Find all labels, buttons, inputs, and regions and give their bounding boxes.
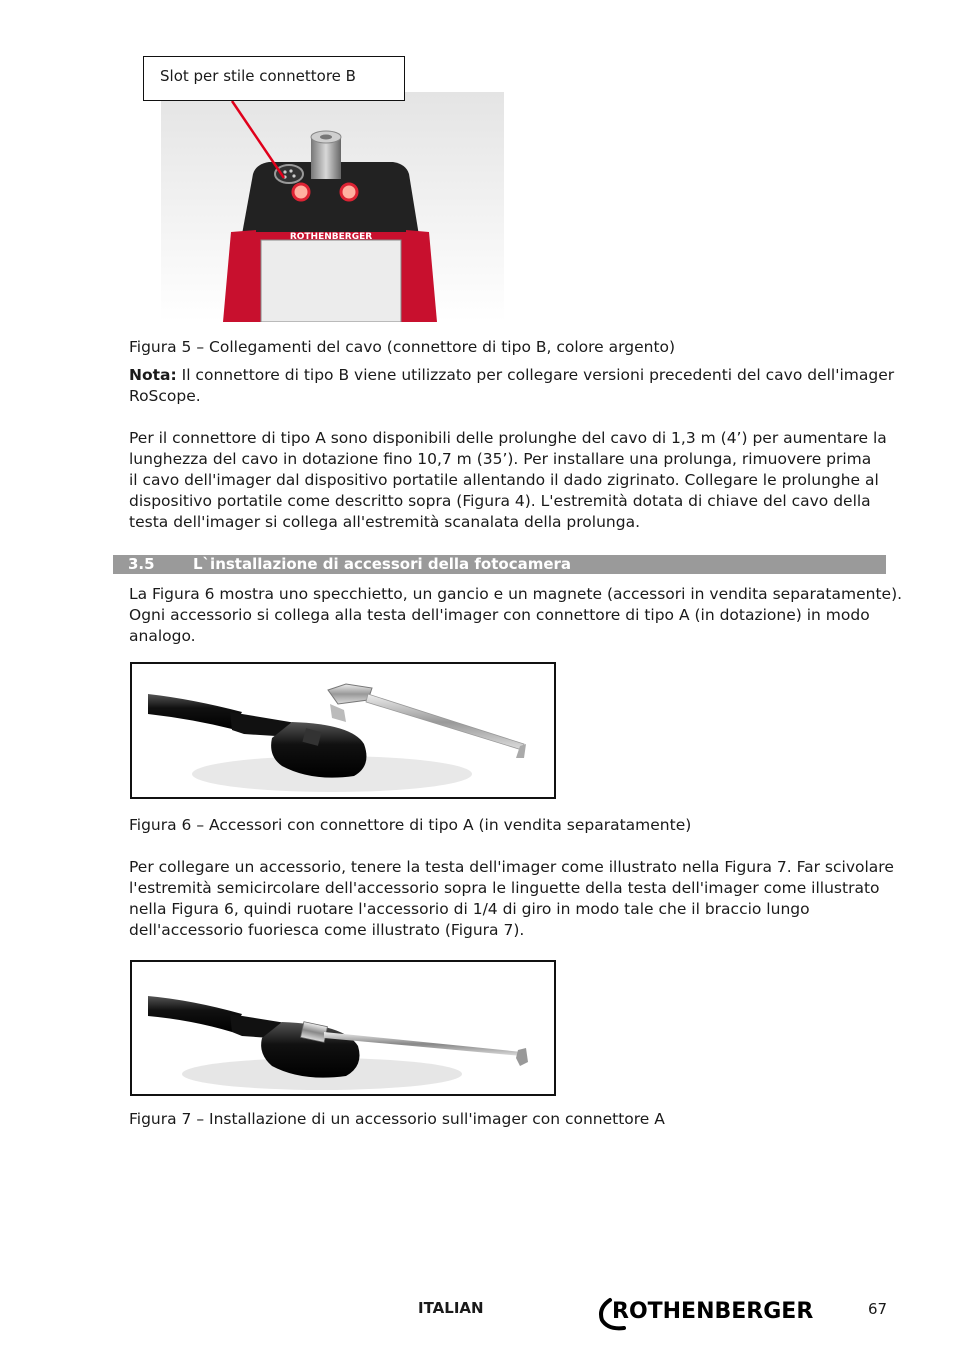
section-heading-3-5 (113, 555, 886, 574)
paragraph-attach-accessory (129, 857, 909, 941)
paragraph-line: l'estremità semicircolare dell'accessorio sopra le linguette della testa dell'imager come illustrato (129, 879, 880, 897)
paragraph-line: analogo. (129, 627, 196, 645)
callout-pointer-line (220, 100, 290, 182)
paragraph-cable-extensions (129, 428, 909, 533)
figure6-frame (130, 662, 556, 799)
device-illustration (161, 92, 504, 322)
figure7-frame (130, 960, 556, 1096)
note-line-2: RoScope. (129, 387, 201, 405)
paragraph-line: dell'accessorio fuoriesca come illustrato (Figura 7). (129, 921, 525, 939)
figure5-photo (161, 92, 504, 322)
figure6-caption: Figura 6 – Accessori con connettore di tipo A (in vendita separatamente) (129, 816, 692, 834)
callout-connector-b: Slot per stile connettore B (143, 56, 405, 101)
footer-brand-logo (596, 1294, 836, 1332)
note-label: Nota: (129, 366, 177, 384)
paragraph-line: La Figura 6 mostra uno specchietto, un gancio e un magnete (accessori in vendita separatamente). (129, 585, 903, 603)
footer-language: ITALIAN (418, 1299, 484, 1317)
page-number: 67 (868, 1300, 888, 1318)
rothenberger-logo-icon (596, 1294, 836, 1332)
paragraph-line: testa dell'imager si collega all'estremità scanalata della prolunga. (129, 513, 640, 531)
figure5-caption: Figura 5 – Collegamenti del cavo (connettore di tipo B, colore argento) (129, 338, 676, 356)
note-line-1: Nota: Il connettore di tipo B viene utilizzato per collegare versioni precedenti del cavo dell'imager (129, 366, 895, 384)
paragraph-line: il cavo dell'imager dal dispositivo portatile allentando il dado zigrinato. Collegare le prolunghe al (129, 471, 879, 489)
device-brand-label: ROTHENBERGER (289, 232, 373, 242)
figure7-illustration (132, 962, 554, 1094)
paragraph-line: Ogni accessorio si collega alla testa dell'imager con connettore di tipo A (in dotazione) in modo (129, 606, 870, 624)
footer-brand-text: ROTHENBERGER (612, 1299, 814, 1324)
figure6-illustration (132, 664, 554, 797)
figure7-caption: Figura 7 – Installazione di un accessorio sull'imager con connettore A (129, 1110, 665, 1128)
section-title: L`installazione di accessori della fotocamera (193, 555, 572, 573)
paragraph-line: lunghezza del cavo in dotazione fino 10,7 m (35’). Per installare una prolunga, rimuovere prima (129, 450, 872, 468)
paragraph-line: Per il connettore di tipo A sono disponibili delle prolunghe del cavo di 1,3 m (4’) per aumentare la (129, 429, 887, 447)
note-block (129, 365, 899, 407)
paragraph-line: nella Figura 6, quindi ruotare l'accessorio di 1/4 di giro in modo tale che il braccio lungo (129, 900, 810, 918)
paragraph-line: Per collegare un accessorio, tenere la testa dell'imager come illustrato nella Figura 7. Far scivolare (129, 858, 894, 876)
section-number: 3.5 (128, 555, 155, 573)
paragraph-line: dispositivo portatile come descritto sopra (Figura 4). L'estremità dotata di chiave del cavo della (129, 492, 871, 510)
paragraph-accessories (129, 584, 919, 647)
